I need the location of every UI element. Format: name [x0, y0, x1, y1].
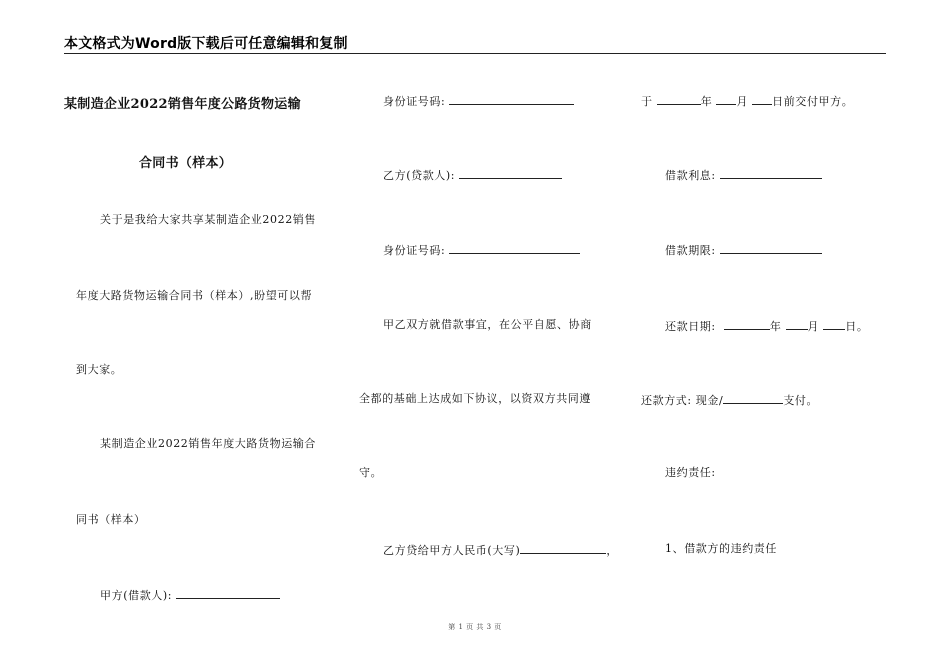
delivery-post: 日前交付甲方。	[772, 95, 854, 108]
breach-item-1: 1、借款方的违约责任	[665, 542, 777, 555]
party-a-blank[interactable]	[176, 587, 280, 599]
contract-title-line1: 某制造企业2022销售年度公路货物运输	[64, 97, 301, 112]
repay-day-unit: 日。	[845, 320, 869, 333]
term-row	[665, 242, 822, 258]
party-b-blank[interactable]	[459, 167, 562, 179]
repay-method-label: 还款方式: 现金/	[641, 394, 724, 407]
delivery-pre: 于	[641, 95, 653, 108]
term-label: 借款期限:	[665, 244, 716, 257]
interest-blank[interactable]	[720, 167, 822, 179]
delivery-date-row	[641, 93, 853, 109]
repay-method-blank[interactable]	[723, 392, 783, 404]
repay-month-blank[interactable]	[786, 318, 808, 330]
repay-method-row	[641, 392, 818, 408]
loan-amount-suffix: ，	[606, 544, 618, 557]
repay-year-unit: 年	[769, 320, 782, 333]
repay-method-suffix: 支付。	[783, 394, 819, 407]
breach-heading: 违约责任:	[665, 466, 716, 479]
page-number: 第 1 页 共 3 页	[448, 623, 502, 631]
id-label-1: 身份证号码:	[383, 95, 446, 108]
subtitle-line1: 某制造企业2022销售年度大路货物运输合	[100, 437, 316, 450]
repay-date-row	[665, 318, 868, 334]
party-a-label: 甲方(借款人):	[100, 589, 173, 602]
id-number-row-1	[383, 93, 574, 109]
party-b-label: 乙方(贷款人):	[383, 169, 456, 182]
repay-month-unit: 月	[807, 320, 820, 333]
term-blank[interactable]	[720, 242, 822, 254]
intro-line1: 关于是我给大家共享某制造企业2022销售	[100, 213, 316, 226]
id-number-row-2	[383, 242, 580, 258]
party-a-row	[100, 587, 280, 603]
delivery-year-unit: 年	[700, 95, 713, 108]
subtitle-line2: 同书（样本）	[76, 513, 146, 526]
delivery-year-blank[interactable]	[657, 93, 701, 105]
id-label-2: 身份证号码:	[383, 244, 446, 257]
repay-day-blank[interactable]	[823, 318, 845, 330]
repay-year-blank[interactable]	[724, 318, 770, 330]
delivery-day-blank[interactable]	[752, 93, 772, 105]
delivery-month-unit: 月	[736, 95, 749, 108]
id-blank-1[interactable]	[449, 93, 574, 105]
party-b-row	[383, 167, 562, 183]
intro-line2: 年度大路货物运输合同书（样本）,盼望可以帮	[76, 289, 313, 302]
loan-amount-row	[383, 542, 618, 558]
repay-date-label: 还款日期:	[665, 320, 716, 333]
interest-label: 借款利息:	[665, 169, 716, 182]
agreement-para-line1: 甲乙双方就借款事宜，在公平自愿、协商	[383, 318, 592, 331]
id-blank-2[interactable]	[449, 242, 580, 254]
loan-amount-blank[interactable]	[520, 542, 606, 554]
header-rule	[64, 53, 886, 54]
intro-line3: 到大家。	[76, 363, 123, 376]
interest-row	[665, 167, 822, 183]
agreement-para-line3: 守。	[359, 466, 383, 479]
agreement-para-line2: 全都的基础上达成如下协议，以资双方共同遵	[359, 392, 591, 405]
loan-amount-label: 乙方贷给甲方人民币(大写)	[383, 544, 521, 557]
contract-title-line2: 合同书（样本）	[139, 156, 233, 171]
delivery-month-blank[interactable]	[716, 93, 736, 105]
document-banner: 本文格式为Word版下载后可任意编辑和复制	[64, 36, 348, 52]
